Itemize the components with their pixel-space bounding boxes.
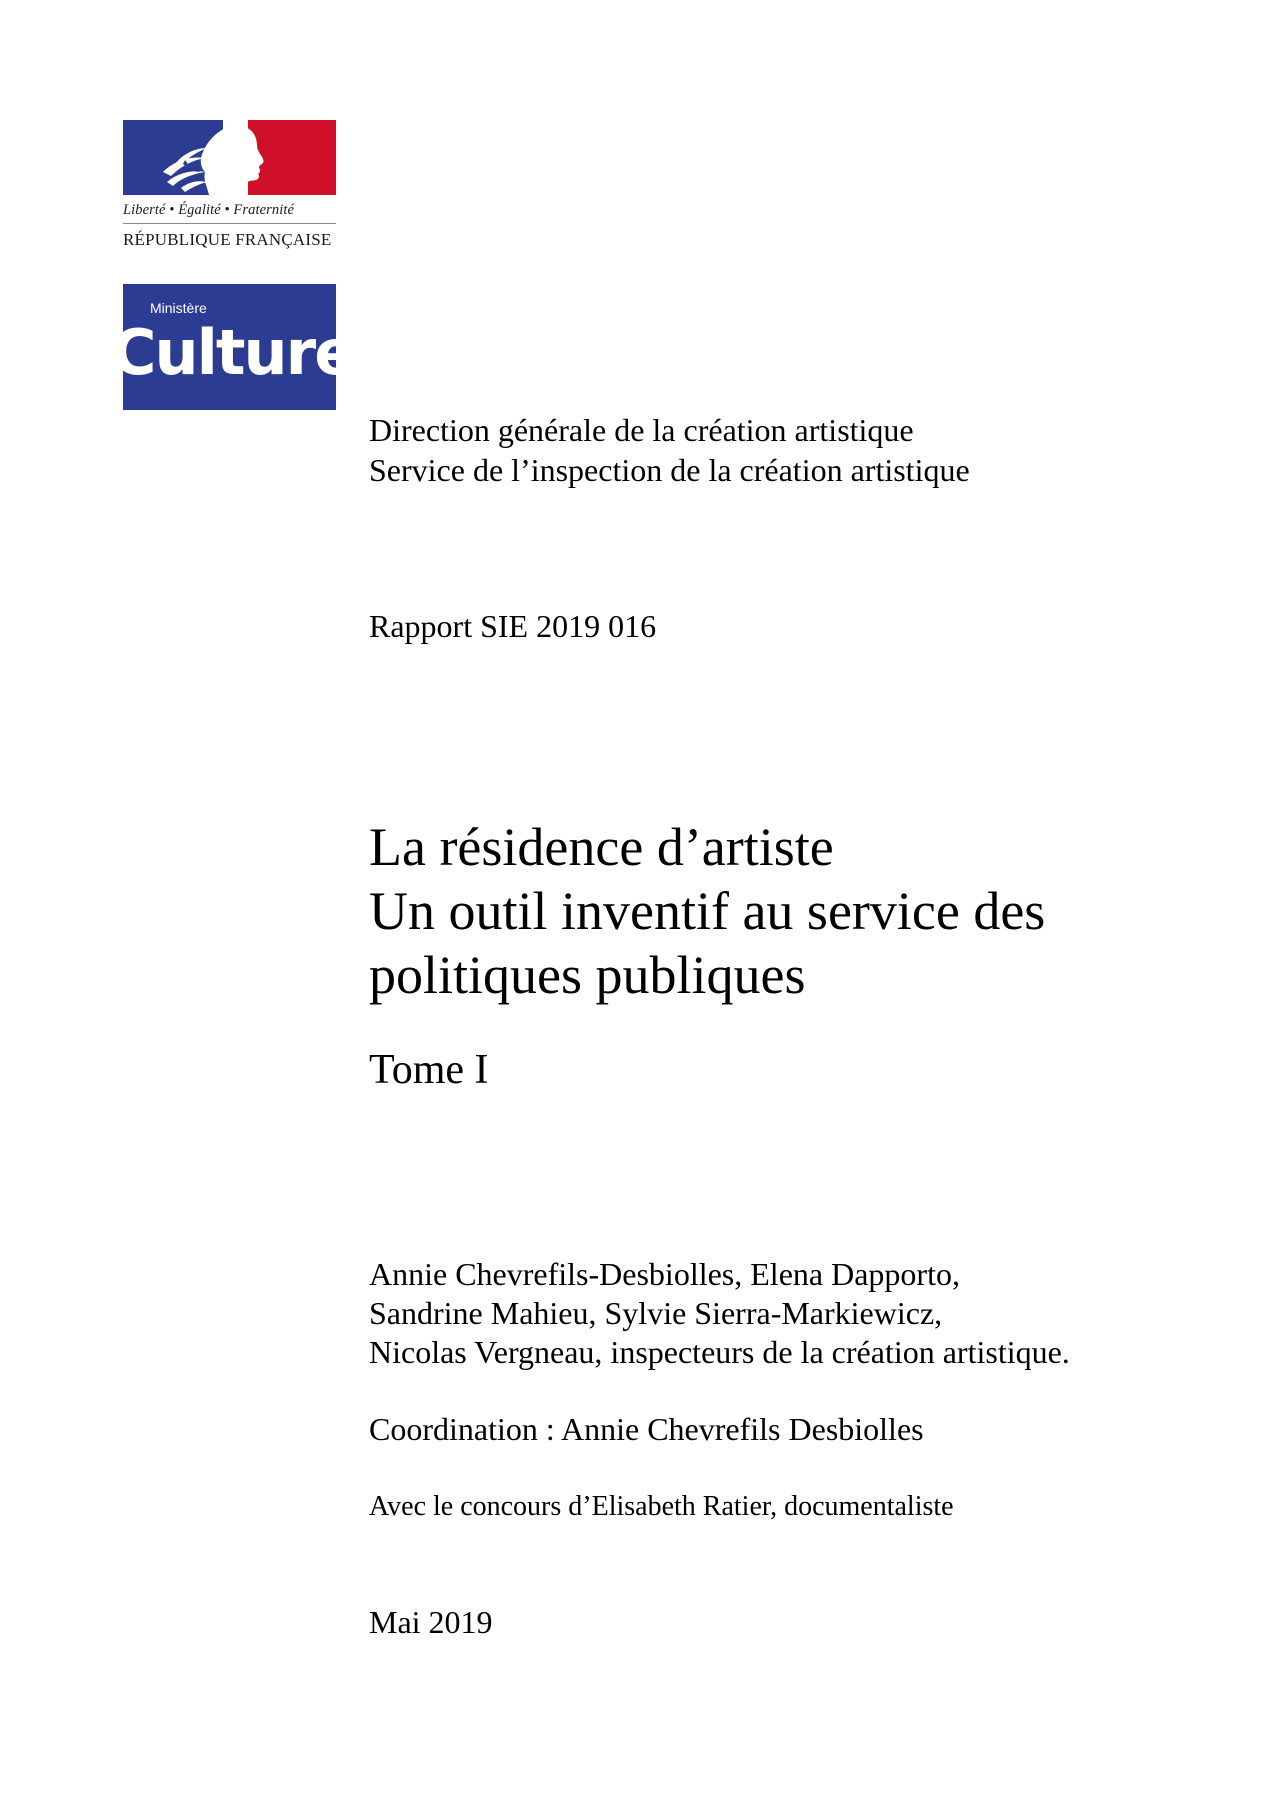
logo-divider: [123, 223, 336, 224]
ministere-culture-logo: [111, 284, 355, 410]
title-line: La résidence d’artiste: [369, 817, 834, 877]
tome-label: Tome I: [369, 1047, 489, 1093]
publication-date: Mai 2019: [369, 1604, 493, 1640]
direction-line: Direction générale de la création artistique: [369, 412, 914, 448]
authors-line: Sandrine Mahieu, Sylvie Sierra-Markiewicz,: [369, 1295, 943, 1331]
service-line: Service de l’inspection de la création artistique: [369, 452, 970, 488]
authors-line: Annie Chevrefils-Desbiolles, Elena Dapporto,: [369, 1256, 960, 1292]
republique-motto: Liberté • Égalité • Fraternité: [123, 202, 295, 218]
report-number: Rapport SIE 2019 016: [369, 608, 657, 644]
republique-name: RÉPUBLIQUE FRANÇAISE: [123, 230, 332, 249]
coordination-line: Coordination : Annie Chevrefils Desbiolles: [369, 1411, 924, 1447]
authors-block: [369, 1255, 1070, 1372]
republique-francaise-logo: [123, 120, 336, 255]
culture-wordmark: Culture: [111, 316, 355, 389]
title-line: Un outil inventif au service des: [369, 881, 1046, 941]
ministere-label: Ministère: [150, 300, 207, 316]
concours-line: Avec le concours d’Elisabeth Ratier, documentaliste: [369, 1491, 954, 1522]
authors-line: Nicolas Vergneau, inspecteurs de la création artistique.: [369, 1334, 1070, 1370]
marianne-flag-icon: [123, 120, 336, 195]
document-title: [369, 815, 1045, 1007]
title-line: politiques publiques: [369, 945, 806, 1005]
direction-header: [369, 410, 970, 490]
